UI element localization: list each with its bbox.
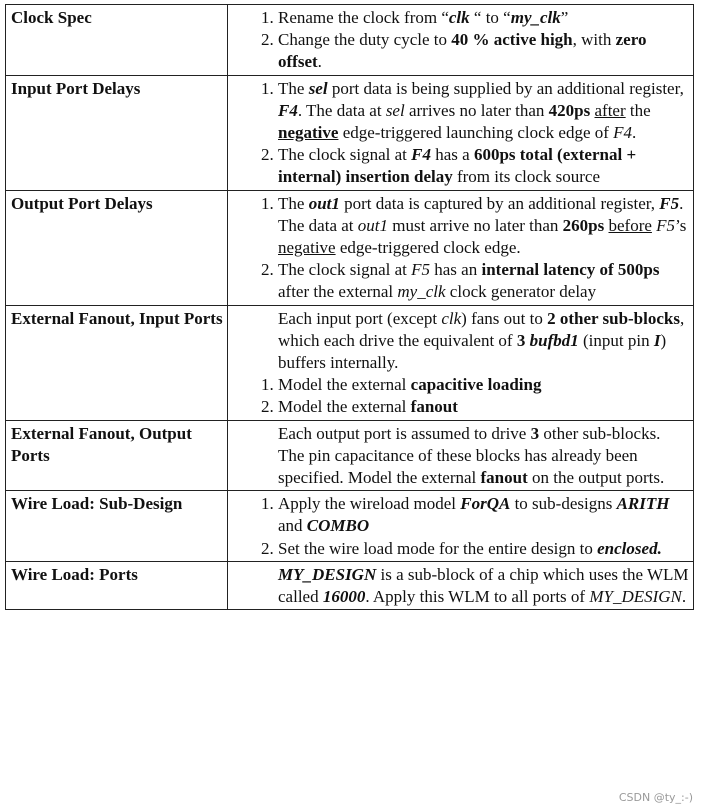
text-run: , which each drive the equivalent of xyxy=(278,308,685,350)
requirement-item xyxy=(278,7,689,29)
csdn-watermark: CSDN @ty_:-) xyxy=(618,791,693,804)
text-run: port data is being supplied by an additional register, xyxy=(327,78,684,98)
text-run: out1 xyxy=(357,215,388,235)
text-run: port data is captured by an additional register, xyxy=(339,193,660,213)
requirement-list xyxy=(233,78,689,189)
text-run: . Apply this WLM to all ports of xyxy=(365,587,590,607)
text-run: is a sub-block of a chip which uses the WLM called xyxy=(278,564,689,607)
text-run: Model the external xyxy=(278,375,411,395)
text-run: MY_DESIGN xyxy=(278,564,377,584)
text-run: F4 xyxy=(411,145,431,165)
row-requirements xyxy=(228,190,694,305)
row-label: External Fanout, Output Ports xyxy=(6,420,228,491)
text-run: “ to “ xyxy=(469,8,511,27)
text-run: 420ps xyxy=(548,100,591,120)
text-run: ) buffers internally. xyxy=(278,330,667,373)
text-run: edge-triggered launching clock edge of xyxy=(338,123,614,143)
text-run: F5 xyxy=(659,193,680,213)
text-run: from its clock source xyxy=(452,167,601,187)
requirement-paragraph xyxy=(233,308,689,375)
table-row xyxy=(6,491,694,562)
text-run: The clock signal at xyxy=(278,260,412,280)
text-run: enclosed. xyxy=(597,538,662,558)
text-run: the xyxy=(625,100,651,120)
text-run: out1 xyxy=(308,193,340,213)
row-requirements xyxy=(228,75,694,190)
text-run: F5 xyxy=(411,260,431,280)
requirement-item xyxy=(278,144,689,188)
text-run: my_clk xyxy=(397,282,446,302)
text-run: The clock signal at xyxy=(278,145,412,165)
text-run: F4 xyxy=(278,100,298,120)
row-requirements xyxy=(228,561,694,609)
text-run: F5 xyxy=(656,215,676,235)
text-run: 3 xyxy=(516,330,526,350)
text-run: 600ps total (external + internal) insertion delay xyxy=(278,145,637,187)
text-run: ARITH xyxy=(616,494,670,514)
text-run: other sub-blocks. The pin capacitance of these blocks has already been specified. Model the external xyxy=(278,423,661,488)
text-run: . The data at xyxy=(278,193,684,235)
row-requirements xyxy=(228,5,694,76)
requirement-item xyxy=(278,493,689,537)
text-run: Each input port (except xyxy=(278,308,442,328)
row-label: Wire Load: Ports xyxy=(6,561,228,609)
table-row xyxy=(6,190,694,305)
requirement-item xyxy=(278,259,689,303)
row-label: Output Port Delays xyxy=(6,190,228,305)
text-run: I xyxy=(653,330,661,350)
text-run: fanout xyxy=(410,397,458,417)
text-run: MY_DESIGN xyxy=(589,587,682,607)
text-run: has a xyxy=(430,145,474,165)
row-label: External Fanout, Input Ports xyxy=(6,305,228,420)
text-run: 2 other sub-blocks xyxy=(547,308,680,328)
text-run: 260ps xyxy=(562,215,605,235)
text-run: ” xyxy=(560,8,569,27)
text-run: Set the wire load mode for the entire design to xyxy=(278,538,598,558)
text-run: F4 xyxy=(613,123,633,143)
table-row xyxy=(6,75,694,190)
text-run: clock generator delay xyxy=(445,282,597,302)
text-run: Apply the wireload model xyxy=(278,494,461,514)
text-run: ForQA xyxy=(460,494,511,514)
text-run: . xyxy=(317,52,322,72)
requirement-list xyxy=(233,7,689,74)
text-run: Change the duty cycle to xyxy=(278,30,452,50)
row-label: Clock Spec xyxy=(6,5,228,76)
constraints-table-body xyxy=(6,5,694,610)
text-run: ’s xyxy=(675,215,687,235)
requirement-list xyxy=(233,374,689,418)
text-run: arrives no later than xyxy=(404,100,549,120)
text-run: to sub-designs xyxy=(510,494,617,514)
text-run: , with xyxy=(572,30,616,50)
text-run: before xyxy=(608,215,652,235)
text-run: clk xyxy=(448,8,470,27)
row-requirements xyxy=(228,305,694,420)
requirement-item xyxy=(278,374,689,396)
text-run: 40 % active high xyxy=(451,30,573,50)
text-run: and xyxy=(278,516,307,536)
text-run: The xyxy=(278,78,309,98)
text-run: bufbd1 xyxy=(529,330,579,350)
text-run: on the output ports. xyxy=(527,468,665,488)
row-label: Wire Load: Sub-Design xyxy=(6,491,228,562)
requirement-item xyxy=(278,396,689,418)
table-row xyxy=(6,5,694,76)
requirement-paragraph xyxy=(233,564,689,608)
text-run: negative xyxy=(278,123,339,143)
text-run: . The data at xyxy=(297,100,386,120)
text-run: internal latency of 500ps xyxy=(481,260,660,280)
text-run: Each output port is assumed to drive xyxy=(278,423,531,443)
table-row xyxy=(6,420,694,491)
text-run: . xyxy=(681,587,687,607)
row-label: Input Port Delays xyxy=(6,75,228,190)
requirement-item xyxy=(278,193,689,260)
text-run: COMBO xyxy=(306,516,370,536)
text-run: 16000 xyxy=(322,587,366,607)
table-row xyxy=(6,305,694,420)
text-run: fanout xyxy=(480,468,528,488)
text-run: sel xyxy=(308,78,328,98)
requirement-item xyxy=(278,538,689,560)
text-run: after the external xyxy=(278,282,398,302)
text-run: . xyxy=(632,123,637,143)
requirement-paragraph xyxy=(233,423,689,490)
text-run: has an xyxy=(430,260,482,280)
constraints-table xyxy=(5,4,694,610)
table-row xyxy=(6,561,694,609)
requirement-item xyxy=(278,78,689,145)
text-run: negative xyxy=(278,238,336,258)
text-run: after xyxy=(594,100,626,120)
text-run: Rename the clock from “ xyxy=(278,8,449,27)
row-requirements xyxy=(228,491,694,562)
text-run: 3 xyxy=(530,423,540,443)
row-requirements xyxy=(228,420,694,491)
text-run: capacitive loading xyxy=(410,375,542,395)
requirement-item xyxy=(278,29,689,73)
text-run: (input pin xyxy=(578,330,654,350)
text-run: sel xyxy=(385,100,405,120)
requirement-list xyxy=(233,193,689,304)
text-run: clk xyxy=(441,308,462,328)
text-run: The xyxy=(278,193,309,213)
text-run: must arrive no later than xyxy=(388,215,563,235)
text-run: Model the external xyxy=(278,397,411,417)
text-run: edge-triggered clock edge. xyxy=(335,238,521,258)
requirement-list xyxy=(233,493,689,560)
text-run: my_clk xyxy=(510,8,561,27)
text-run: zero offset xyxy=(278,30,647,72)
text-run: ) fans out to xyxy=(461,308,548,328)
